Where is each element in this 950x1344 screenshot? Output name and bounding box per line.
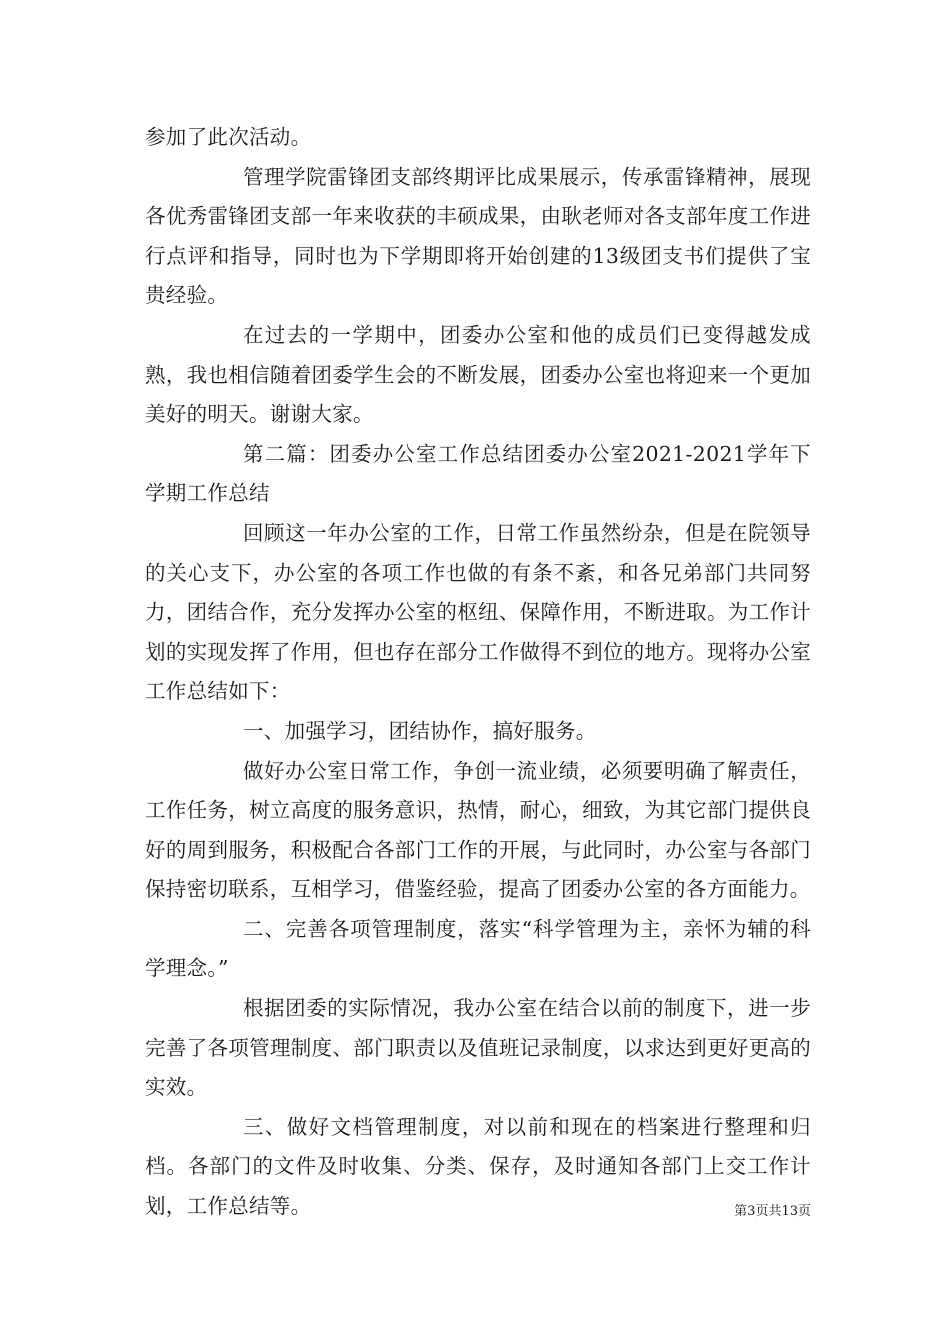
paragraph-5: 回顾这一年办公室的工作，日常工作虽然纷杂，但是在院领导的关心支下，办公室的各项工作也做的有条不紊，和各兄弟部门共同努力，团结合作，充分发挥办公室的枢纽、保障作用，不断进取。为工作计划的实现发挥了作用，但也存在部分工作做得不到位的地方。现将办公室工作总结如下： [145, 520, 811, 704]
paragraph-2: 管理学院雷锋团支部终期评比成果展示，传承雷锋精神，展现各优秀雷锋团支部一年来收获的丰硕成果，由耿老师对各支部年度工作进行点评和指导，同时也为下学期即将开始创建的13级团支书们提供了宝贵经验。 [145, 164, 811, 308]
page-number-footer: 第3页共13页 [734, 1204, 811, 1219]
document-body [145, 118, 811, 1227]
paragraph-1: 参加了此次活动。 [145, 125, 312, 149]
paragraph-7: 做好办公室日常工作，争创一流业绩，必须要明确了解责任，工作任务，树立高度的服务意识，热情，耐心，细致，为其它部门提供良好的周到服务，积极配合各部门工作的开展，与此同时，办公室与各部门保持密切联系，互相学习，借鉴经验，提高了团委办公室的各方面能力。 [145, 758, 811, 902]
paragraph-9: 根据团委的实际情况，我办公室在结合以前的制度下，进一步完善了各项管理制度、部门职责以及值班记录制度，以求达到更好更高的实效。 [145, 996, 811, 1100]
section-heading-second-article: 第二篇：团委办公室工作总结团委办公室2021-2021学年下学期工作总结 [145, 441, 811, 506]
section-heading-2: 二、完善各项管理制度，落实“科学管理为主，亲怀为辅的科学理念。” [145, 916, 811, 981]
section-heading-1: 一、加强学习，团结协作，搞好服务。 [243, 718, 597, 743]
section-heading-3: 三、做好文档管理制度，对以前和现在的档案进行整理和归档。各部门的文件及时收集、分类、保存，及时通知各部门上交工作计划，工作总结等。 [145, 1114, 811, 1219]
paragraph-3: 在过去的一学期中，团委办公室和他的成员们已变得越发成熟，我也相信随着团委学生会的不断发展，团委办公室也将迎来一个更加美好的明天。谢谢大家。 [145, 322, 811, 427]
